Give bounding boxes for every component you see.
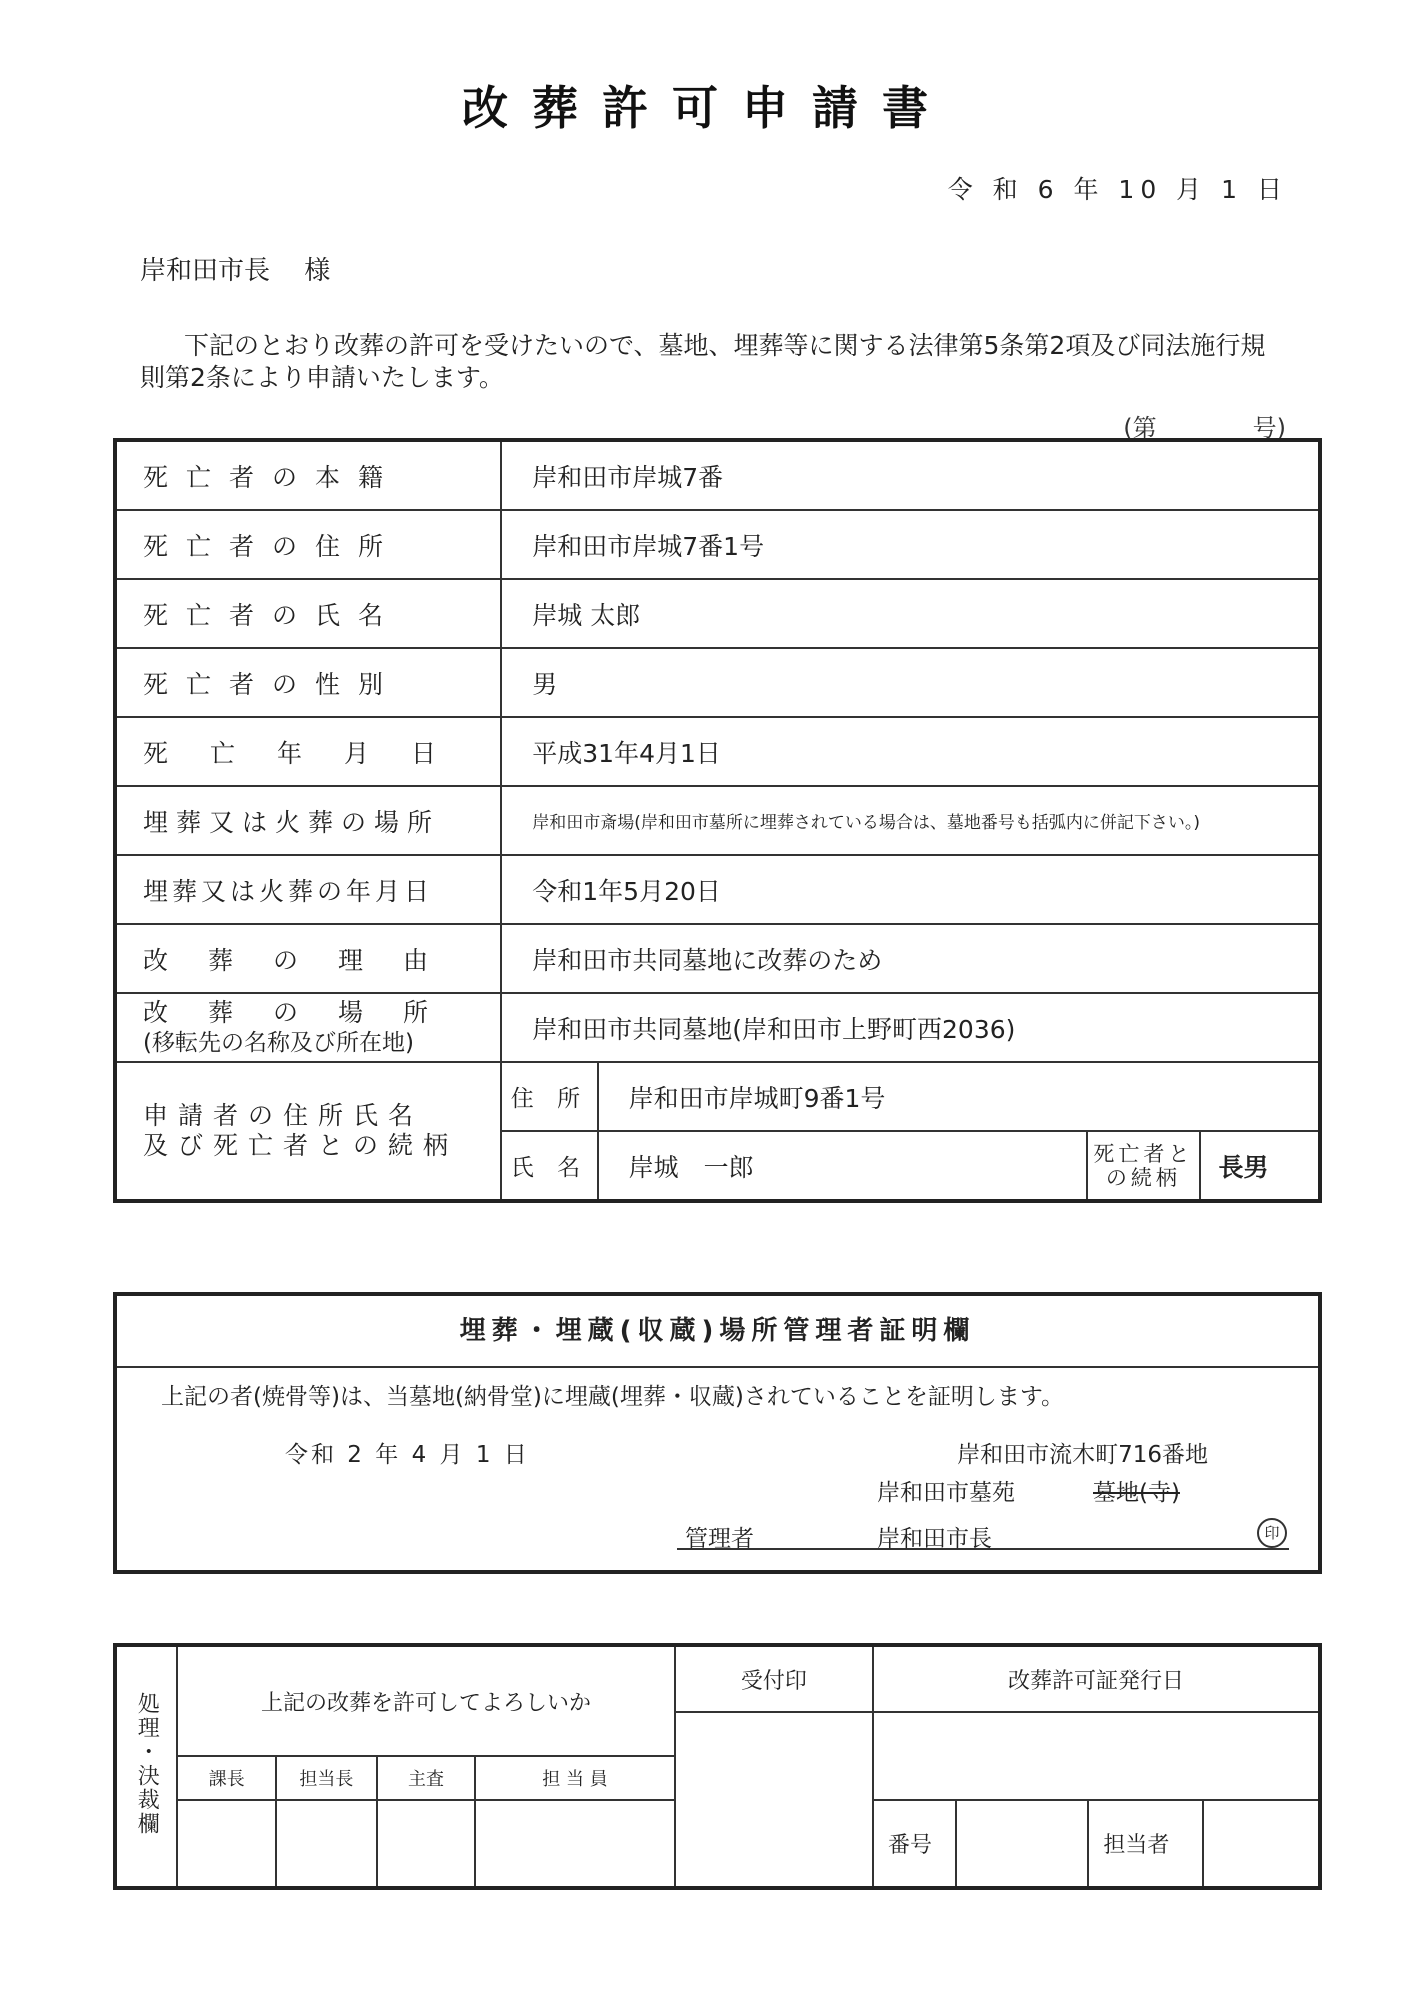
value-applicant-name[interactable]: 岸城 一郎 [598, 1131, 1088, 1201]
value-burial-place[interactable]: 岸和田市斎場(岸和田市墓所に埋葬されている場合は、墓地番号も括弧内に併記下さい。) [501, 786, 1320, 855]
value-honseki[interactable]: 岸和田市岸城7番 [501, 440, 1320, 510]
row-burial-place [115, 786, 1320, 855]
receipt-stamp-label: 受付印 [675, 1645, 873, 1712]
row-applicant-address [115, 1062, 1320, 1131]
number-value[interactable] [956, 1800, 1089, 1888]
row-sex [115, 648, 1320, 717]
document-number: (第 号) [1123, 414, 1286, 442]
row-honseki [115, 440, 1320, 510]
label-honseki: 死亡者の本籍 [115, 440, 501, 510]
label-name: 死亡者の氏名 [115, 579, 501, 648]
application-table [113, 438, 1322, 1203]
label-sex: 死亡者の性別 [115, 648, 501, 717]
application-date: 令 和 6 年 10 月 1 日 [947, 175, 1288, 204]
label-applicant-line2: 及び死亡者との続柄 [143, 1131, 459, 1160]
row-burial-date [115, 855, 1320, 924]
value-burial-date[interactable]: 令和1年5月20日 [501, 855, 1320, 924]
proc-row-1 [115, 1645, 1320, 1712]
value-applicant-address[interactable]: 岸和田市岸城町9番1号 [598, 1062, 1320, 1131]
page-title: 改葬許可申請書 [462, 81, 952, 135]
role-shusa: 主査 [377, 1756, 476, 1800]
value-address[interactable]: 岸和田市岸城7番1号 [501, 510, 1320, 579]
proc-side-text: 処理・決裁欄 [134, 1691, 160, 1836]
stamp-tantocho[interactable] [276, 1800, 377, 1888]
label-burial-place: 埋葬又は火葬の場所 [115, 786, 501, 855]
label-applicant-name: 氏 名 [501, 1131, 597, 1201]
row-death-date [115, 717, 1320, 786]
number-label: 番号 [873, 1800, 956, 1888]
role-tantocho: 担当長 [276, 1756, 377, 1800]
issue-date-area[interactable] [873, 1712, 1320, 1800]
certification-address: 岸和田市流木町716番地 [957, 1442, 1208, 1468]
label-applicant-line1: 申請者の住所氏名 [143, 1101, 424, 1130]
label-new-place-main: 改葬の場所 [143, 997, 469, 1027]
value-death-date[interactable]: 平成31年4月1日 [501, 717, 1320, 786]
manager-label: 管理者 [685, 1526, 754, 1552]
stamp-shusa[interactable] [377, 1800, 476, 1888]
row-new-place [115, 993, 1320, 1062]
manager-name: 岸和田市長 [877, 1526, 992, 1552]
value-name[interactable]: 岸城 太郎 [501, 579, 1320, 648]
intro-text: 下記のとおり改葬の許可を受けたいので、墓地、埋葬等に関する法律第5条第2項及び同法施行規則第2条により申請いたします。 [140, 331, 1266, 392]
certification-struck-option: 墓地(寺) [1093, 1480, 1180, 1506]
addressee: 岸和田市長 様 [140, 256, 331, 286]
row-reason [115, 924, 1320, 993]
row-name [115, 579, 1320, 648]
seal-mark: 印 [1257, 1518, 1287, 1548]
certification-org: 岸和田市墓苑 [877, 1480, 1015, 1506]
value-relation[interactable]: 長男 [1200, 1131, 1320, 1201]
certification-date: 令和 2 年 4 月 1 日 [285, 1442, 530, 1468]
label-applicant-address: 住 所 [501, 1062, 597, 1131]
issue-date-label: 改葬許可証発行日 [873, 1645, 1320, 1712]
proc-side-label [115, 1645, 177, 1888]
stamp-tantoin[interactable] [475, 1800, 674, 1888]
value-new-place[interactable]: 岸和田市共同墓地(岸和田市上野町西2036) [501, 993, 1320, 1062]
role-kacho: 課長 [177, 1756, 276, 1800]
certification-box [113, 1292, 1322, 1574]
processing-table [113, 1643, 1322, 1890]
staff-label: 担当者 [1088, 1800, 1203, 1888]
label-burial-date: 埋葬又は火葬の年月日 [115, 855, 501, 924]
certification-text: 上記の者(焼骨等)は、当墓地(納骨堂)に埋蔵(埋葬・収蔵)されていることを証明します。 [161, 1384, 1064, 1410]
value-reason[interactable]: 岸和田市共同墓地に改葬のため [501, 924, 1320, 993]
value-sex[interactable]: 男 [501, 648, 1320, 717]
label-applicant [115, 1062, 501, 1201]
label-death-date: 死亡年月日 [115, 717, 501, 786]
label-new-place [115, 993, 501, 1062]
row-address [115, 510, 1320, 579]
receipt-stamp-area[interactable] [675, 1712, 873, 1888]
stamp-kacho[interactable] [177, 1800, 276, 1888]
label-relation: 死亡者との続柄 [1087, 1131, 1199, 1201]
certification-heading: 埋葬・埋蔵(収蔵)場所管理者証明欄 [117, 1296, 1318, 1368]
role-tantoin: 担 当 員 [475, 1756, 674, 1800]
label-reason: 改葬の理由 [115, 924, 501, 993]
label-address: 死亡者の住所 [115, 510, 501, 579]
label-new-place-sub: (移転先の名称及び所在地) [143, 1029, 414, 1056]
approval-question: 上記の改葬を許可してよろしいか [177, 1645, 674, 1756]
staff-value[interactable] [1203, 1800, 1320, 1888]
